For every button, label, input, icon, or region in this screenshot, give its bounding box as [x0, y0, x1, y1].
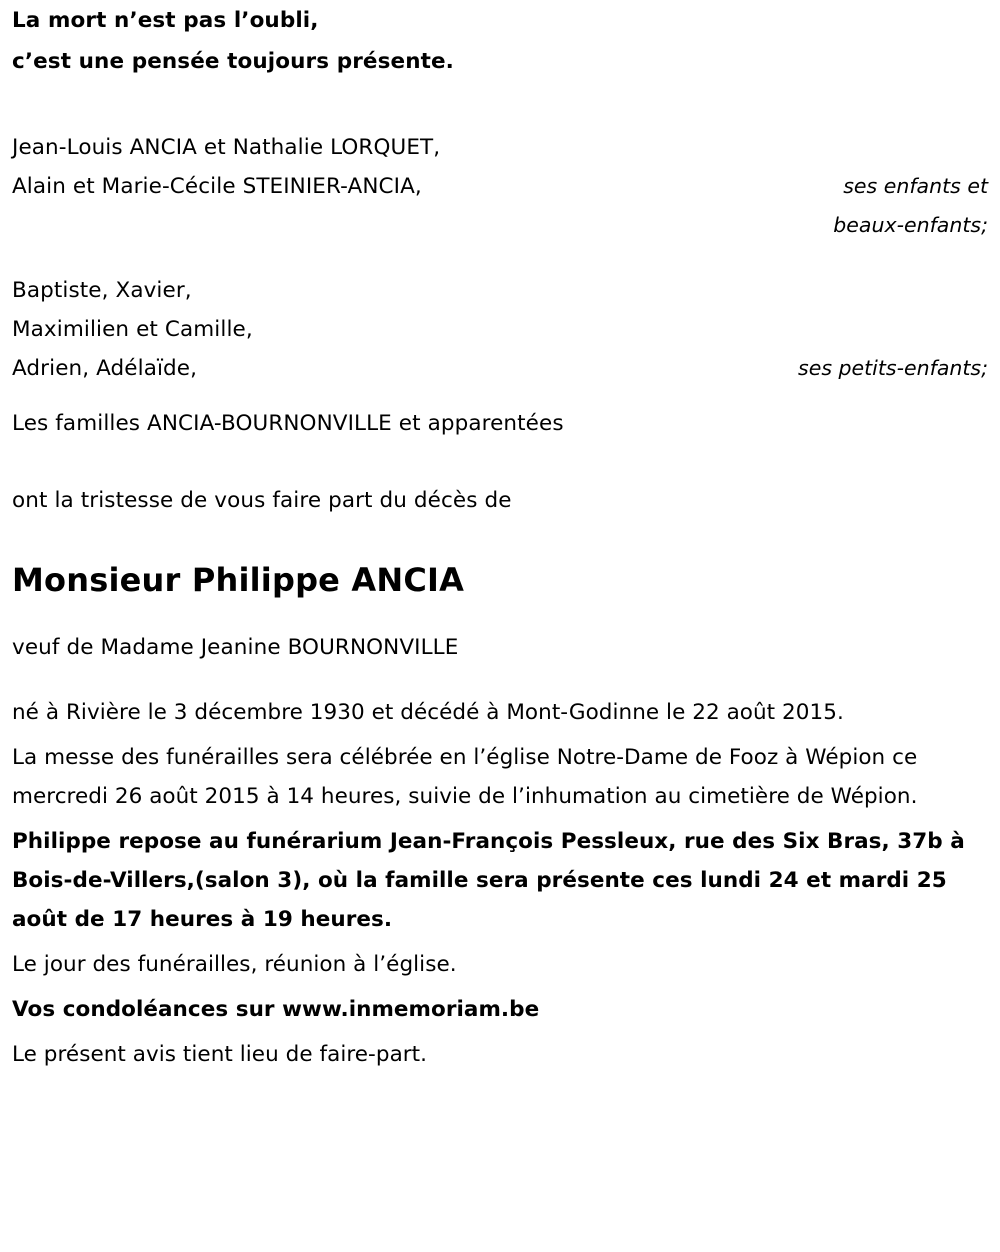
condolences-paragraph: Vos condoléances sur www.inmemoriam.be — [12, 997, 540, 1022]
grandchildren-name-line-2: Maximilien et Camille, — [12, 317, 253, 342]
grandchildren-names — [12, 271, 564, 443]
children-name-line-1: Jean-Louis ANCIA et Nathalie LORQUET, — [12, 135, 441, 160]
families-line: Les familles ANCIA-BOURNONVILLE et apparentées — [12, 411, 564, 436]
epigraph-line-2: c’est une pensée toujours présente. — [12, 49, 454, 74]
spacer-after-children — [12, 245, 990, 271]
spacer-after-spouse — [12, 667, 990, 693]
spacer-before-families — [12, 388, 564, 404]
announce-line: ont la tristesse de vous faire part du décès de — [12, 488, 512, 513]
grandchildren-name-line-1: Baptiste, Xavier, — [12, 278, 192, 303]
spacer-before-name — [12, 520, 990, 558]
children-relation-label: ses enfants et beaux-enfants; — [833, 174, 988, 237]
children-name-line-2: Alain et Marie-Cécile STEINIER-ANCIA, — [12, 174, 422, 199]
epigraph-block — [12, 0, 990, 82]
notice-paragraph: Le présent avis tient lieu de faire-part. — [12, 1042, 428, 1067]
mass-paragraph: La messe des funérailles sera célébrée en l’église Notre-Dame de Fooz à Wépion ce mercredi 26 août 2015 à 14 heures, suivie de l’inhumation au cimetière de Wépion. — [12, 745, 918, 809]
grandchildren-relation-label: ses petits-enfants; — [798, 356, 988, 380]
spacer-after-epigraph — [12, 82, 990, 128]
funeral-home-paragraph: Philippe repose au funérarium Jean-François Pessleux, rue des Six Bras, 37b à Bois-de-Villers,(salon 3), où la famille sera présente ces lundi 24 et mardi 25 août de 17 heures à 19 heures. — [12, 829, 965, 932]
birth-death-paragraph: né à Rivière le 3 décembre 1930 et décédé à Mont-Godinne le 22 août 2015. — [12, 700, 844, 725]
grandchildren-name-line-3: Adrien, Adélaïde, — [12, 356, 198, 381]
grandchildren-section — [12, 271, 990, 443]
children-section — [12, 128, 990, 245]
children-names — [12, 128, 440, 206]
spacer-before-announce — [12, 443, 990, 481]
spacer-after-name — [12, 602, 990, 628]
deceased-name-heading: Monsieur Philippe ANCIA — [12, 561, 465, 599]
spouse-line: veuf de Madame Jeanine BOURNONVILLE — [12, 635, 459, 660]
epigraph-line-1: La mort n’est pas l’oubli, — [12, 8, 319, 33]
gathering-paragraph: Le jour des funérailles, réunion à l’église. — [12, 952, 457, 977]
